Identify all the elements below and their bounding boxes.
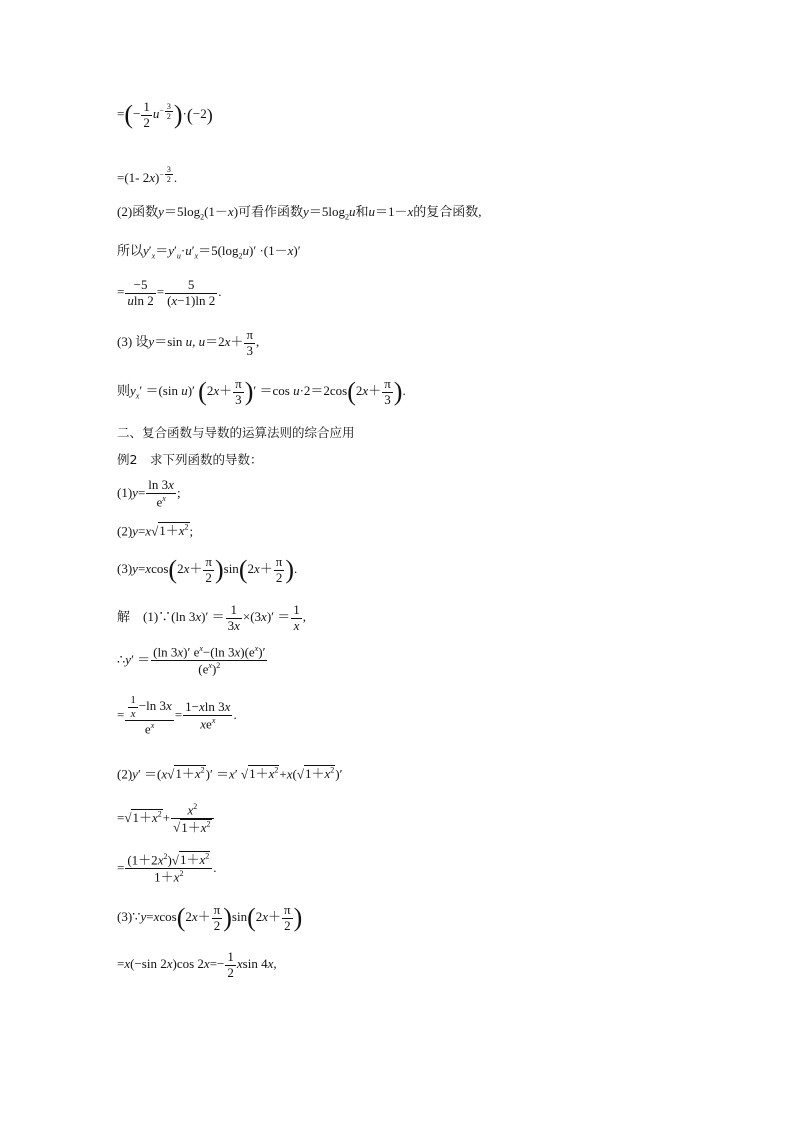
math-expression: $(2)y' =(x√1+x^2)' =x'$ $√1+x^2+x(√1+x^2)'$	[117, 766, 343, 782]
math-expression: 则$y_x' =(\sin$ u)′ (2x＋ $\frac{\pi}{3}$ )′ ＝cos u·2＝2cos(2x＋ $\frac{\pi}{3}$ ).	[117, 376, 406, 407]
math-expression: (3)y=xcos(2x＋ $\frac{\pi}{2}$ )sin(2x＋ $\frac{\pi}{2}$ ).	[117, 554, 298, 585]
math-line-14	[117, 644, 268, 678]
text-line-4	[117, 244, 301, 261]
math-line-16	[117, 767, 342, 780]
math-expression: $=√1+x^2+$ $\frac{x^2}{√1+x^2}$	[117, 810, 215, 825]
section-heading: 二、复合函数与导数的运算法则的综合应用	[117, 425, 355, 440]
math-line-19	[117, 903, 302, 934]
text-line-3	[117, 205, 482, 222]
math-expression: ∴y′ ＝ $\frac{(\ln 3x)' e^x-(\ln 3x)(e^x)'}{(e^x)^2}$	[117, 644, 266, 677]
math-expression: = $\frac{-5}{uln 2}$ = $\frac{5}{(x-1)\ln 2}$ .	[117, 277, 222, 308]
math-expression: (3)∵y=xcos(2x＋ $\frac{\pi}{2}$ )sin(2x＋ $\frac{\pi}{2}$ )	[117, 902, 303, 933]
math-line-6	[117, 328, 259, 359]
math-line-7	[117, 377, 406, 408]
math-expression: $(2)y=x√1+x^2$;	[117, 523, 194, 539]
math-expression: = $\frac{1}{x}$ −ln 3x $e^x$ = 1−xln 3x $xe^x$ .	[117, 694, 237, 737]
math-expression: =x(−sin 2x)cos 2x=− $\frac{1}{2}$ xsin 4x,	[117, 949, 277, 980]
math-line-1	[117, 100, 213, 131]
math-line-20	[117, 950, 277, 981]
math-line-18	[117, 852, 216, 886]
math-line-13	[117, 603, 306, 634]
math-expression: (2)函数$y=5\log_2(1-x)$可看作函数$y=5\log_2u$和u＝1－x的复合函数,	[117, 204, 482, 222]
math-line-15	[117, 694, 237, 738]
math-line-10	[117, 478, 181, 510]
math-expression: =(1- 2x)$^{- \frac{3}{2}}$ .	[117, 165, 178, 185]
math-line-2	[117, 165, 177, 184]
math-expression: =(− $\frac{1}{2}$ $u^{- \frac{3}{2}}$ )·(−2)	[117, 99, 213, 130]
math-line-5	[117, 278, 221, 309]
math-expression: 所以$y'_x=y'_u\cdot u'_x=5(\log_2u)' \cdot(1-x)'$	[117, 243, 301, 261]
math-expression: (3) 设y＝sin u, u＝2x＋ $\frac{\pi}{3}$ ,	[117, 327, 260, 358]
example-title: 例2 求下列函数的导数：	[117, 452, 263, 467]
math-line-12	[117, 555, 297, 586]
math-line-11	[117, 524, 193, 537]
math-expression: 解 (1)∵(ln 3x)′ ＝ $\frac{1}{3x}$ ×(3x)′ ＝ $\frac{1}{x}$ ,	[117, 602, 306, 633]
math-line-17	[117, 802, 215, 836]
math-expression: (1)y= $\frac{\ln 3x}{e^x}$ ;	[117, 477, 181, 510]
math-expression: = $\frac{(1+2x^2)√1+x^2}{1+x^2}$ .	[117, 852, 217, 885]
